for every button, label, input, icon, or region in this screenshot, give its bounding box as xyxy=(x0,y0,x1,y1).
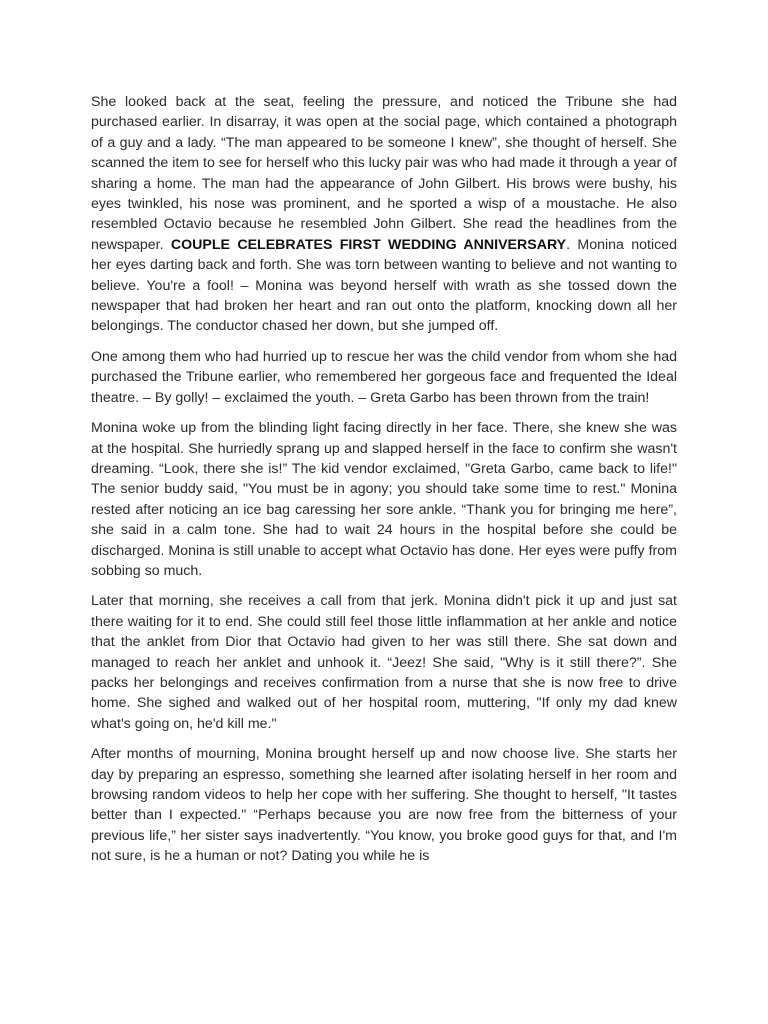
paragraph-1-text-after: . Monina noticed her eyes darting back and forth. She was torn between wanting to believe and not wanting to believe. You're a fool! – Monina was beyond herself with wrath as she tossed down the newspaper that had broken her heart and ran out onto the platform, knocking down all her belongings. The conductor chased her down, but she jumped off. xyxy=(91,236,678,335)
document-page xyxy=(91,92,677,877)
paragraph-1-text-before: She looked back at the seat, feeling the pressure, and noticed the Tribune she had purchased earlier. In disarray, it was open at the social page, which contained a photograph of a guy and a lady. “The man appeared to be someone I knew”, she thought of herself. She scanned the item to see for herself who this lucky pair was who had made it through a year of sharing a home. The man had the appearance of John Gilbert. His brows were bushy, his eyes twinkled, his nose was prominent, and he sported a wisp of a moustache. He also resembled Octavio because he resembled John Gilbert. She read the headlines from the newspaper. xyxy=(91,94,677,253)
newspaper-headline: COUPLE CELEBRATES FIRST WEDDING ANNIVERSARY xyxy=(170,236,567,253)
paragraph-2: One among them who had hurried up to rescue her was the child vendor from whom she had purchased the Tribune earlier, who remembered her gorgeous face and frequented the Ideal theatre. – By golly! – exclaimed the youth. – Greta Garbo has been thrown from the train! xyxy=(91,348,677,406)
paragraph-4: Later that morning, she receives a call from that jerk. Monina didn't pick it up and just sat there waiting for it to end. She could still feel those little inflammation at her ankle and notice that the anklet from Dior that Octavio had given to her was still there. She sat down and managed to reach her anklet and unhook it. “Jeez! She said, "Why is it still there?”. She packs her belongings and receives confirmation from a nurse that she is now free to drive home. She sighed and walked out of her hospital room, muttering, "If only my dad knew what's going on, he'd kill me." xyxy=(91,593,677,732)
paragraph-3: Monina woke up from the blinding light facing directly in her face. There, she knew she was at the hospital. She hurriedly sprang up and slapped herself in the face to confirm she wasn't dreaming. “Look, there she is!” The kid vendor exclaimed, "Greta Garbo, came back to life!" The senior buddy said, "You must be in agony; you should take some time to rest." Monina rested after noticing an ice bag caressing her sore ankle. “Thank you for bringing me here”, she said in a calm tone. She had to wait 24 hours in the hospital before she could be discharged. Monina is still unable to accept what Octavio has done. Her eyes were puffy from sobbing so much. xyxy=(91,420,677,579)
paragraph-5: After months of mourning, Monina brought herself up and now choose live. She starts her day by preparing an espresso, something she learned after isolating herself in her room and browsing random videos to help her cope with her suffering. She thought to herself, "It tastes better than I expected." “Perhaps because you are now free from the bitterness of your previous life,” her sister says inadvertently. “You know, you broke good guys for that, and I'm not sure, is he a human or not? Dating you while he is xyxy=(91,746,677,865)
paragraph-1 xyxy=(91,92,677,337)
